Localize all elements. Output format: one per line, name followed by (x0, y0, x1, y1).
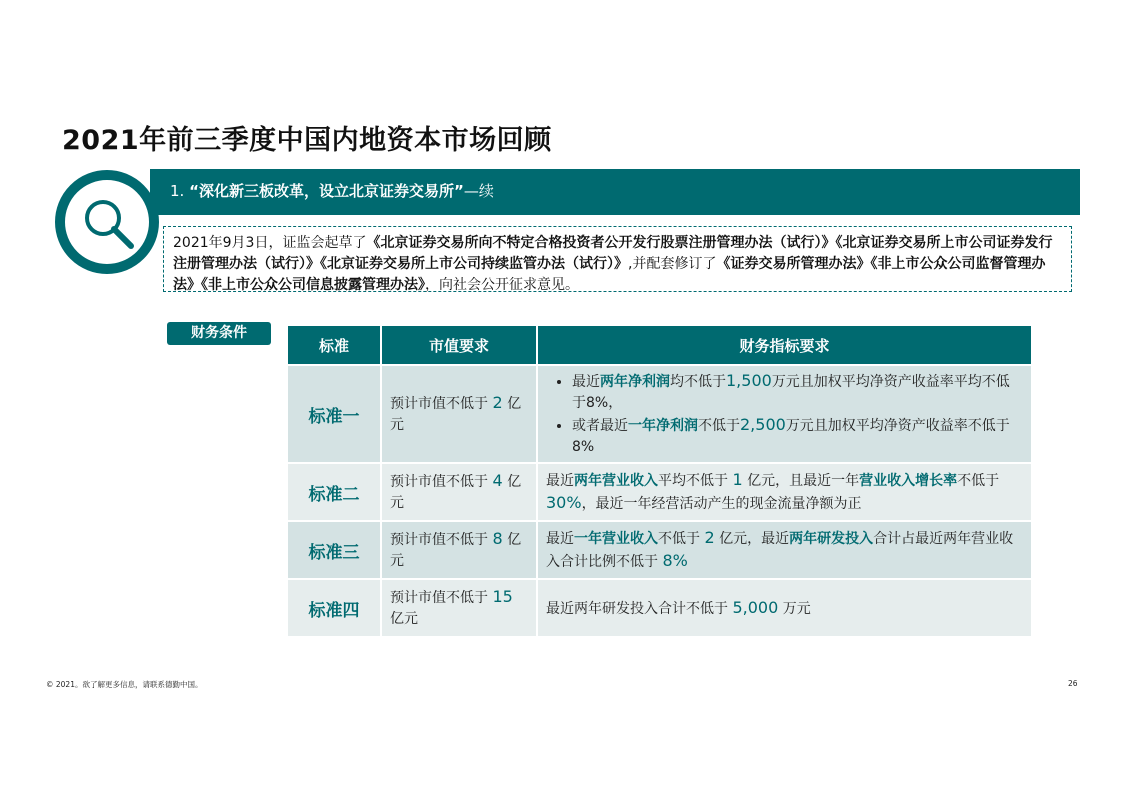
financial-req-cell: 最近一年营业收入不低于 2 亿元，最近两年研发投入合计占最近两年营业收入合计比例不低于 8% (537, 521, 1032, 579)
financial-conditions-tag: 财务条件 (167, 322, 271, 345)
announcement-text: 2021年9月3日，证监会起草了《北京证券交易所向不特定合格投资者公开发行股票注册管理办法（试行）》《北京证券交易所上市公司证券发行注册管理办法（试行）》《北京证券交易所上市公司持续监管办法（试行）》,并配套修订了《证券交易所管理办法》《非上市公众公司监督管理办法》《非上市公众公司信息披露管理办法》，向社会公开征求意见。 (163, 226, 1072, 292)
financial-req-cell (537, 365, 1032, 463)
market-cap-cell: 预计市值不低于 8 亿元 (381, 521, 537, 579)
magnifier-icon (79, 194, 139, 254)
standard-label: 标准三 (287, 521, 381, 579)
listing-standards-table (286, 324, 1033, 638)
page-title: 2021年前三季度中国内地资本市场回顾 (62, 125, 552, 156)
col-header-financial: 财务指标要求 (537, 325, 1032, 365)
financial-req-cell: 最近两年研发投入合计不低于 5,000 万元 (537, 579, 1032, 637)
market-cap-cell: 预计市值不低于 4 亿元 (381, 463, 537, 521)
table-row (287, 579, 1032, 637)
col-header-standard: 标准 (287, 325, 381, 365)
list-item: • 最近两年净利润均不低于1,500万元且加权平均净资产收益率平均不低于8%， (572, 370, 1023, 414)
table-row (287, 365, 1032, 463)
table-row (287, 463, 1032, 521)
standard-label: 标准一 (287, 365, 381, 463)
standard-label: 标准四 (287, 579, 381, 637)
financial-req-cell: 最近两年营业收入平均不低于 1 亿元，且最近一年营业收入增长率不低于30%，最近一年经营活动产生的现金流量净额为正 (537, 463, 1032, 521)
magnifier-icon-circle (55, 170, 159, 274)
footer-copyright: © 2021。欲了解更多信息，请联系德勤中国。 (46, 680, 203, 689)
list-item: • 或者最近一年净利润不低于2,500万元且加权平均净资产收益率不低于8% (572, 414, 1023, 458)
table-row (287, 521, 1032, 579)
standard-label: 标准二 (287, 463, 381, 521)
market-cap-cell: 预计市值不低于 2 亿元 (381, 365, 537, 463)
col-header-market-cap: 市值要求 (381, 325, 537, 365)
market-cap-cell: 预计市值不低于 15 亿元 (381, 579, 537, 637)
section-banner-text: 1. “深化新三板改革，设立北京证券交易所”—续 (170, 182, 494, 200)
page-number: 26 (1068, 679, 1078, 688)
